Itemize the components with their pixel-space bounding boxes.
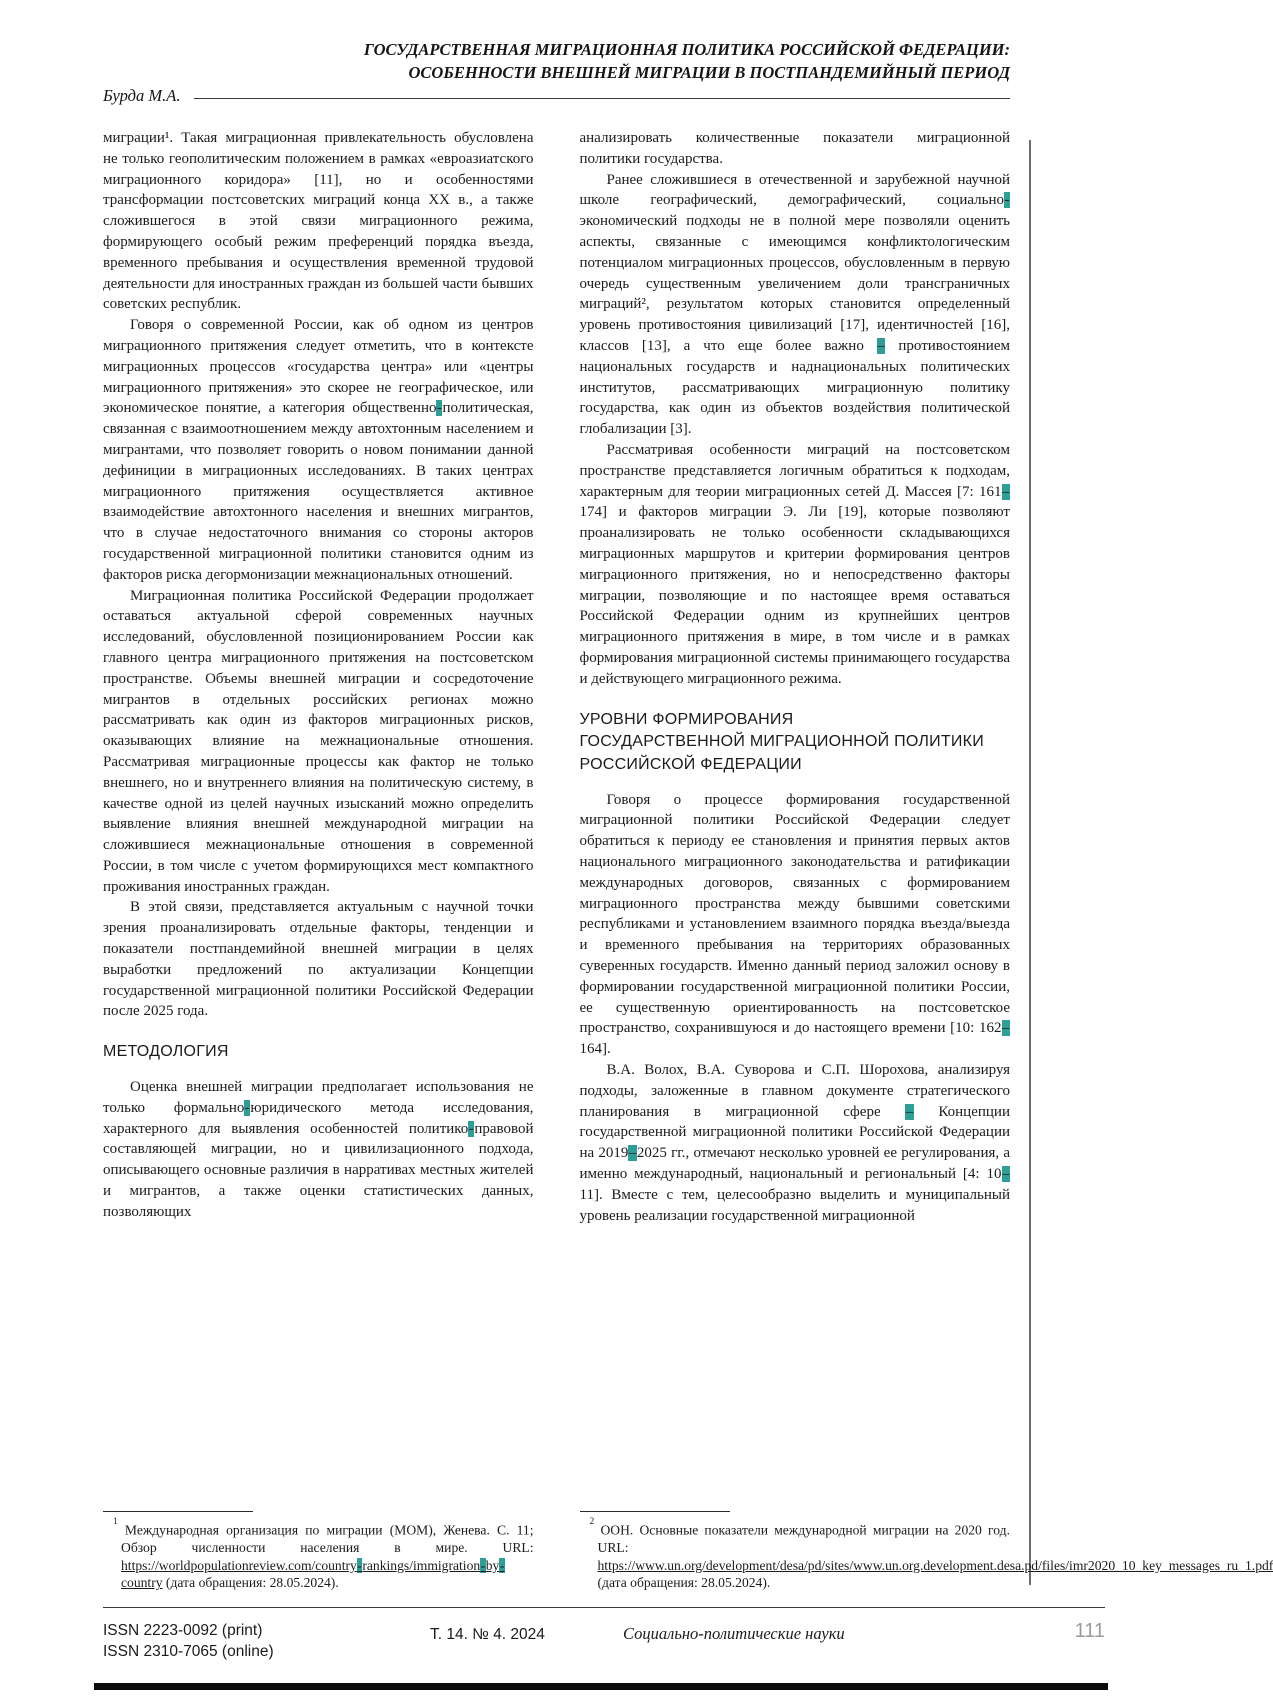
left-footnote-block [103, 1505, 534, 1592]
footnote-text: (дата обращения: 28.05.2024). [162, 1575, 339, 1591]
footnote-url[interactable]: https://worldpopulationreview.com/country-rankings/immigration-by-country [121, 1557, 505, 1591]
paragraph: Оценка внешней миграции предполагает использования не только формально-юридического метода исследования, характерного для выявления особенностей политико-правовой составляющей миграции, но и цивилизационного подхода, описывающего основные различия в нарративах местных жителей и мигрантов, а также оценки статистических данных, позволяющих [103, 1078, 534, 1220]
section-heading-levels [580, 709, 1011, 777]
hyphen-highlight: – [905, 1103, 914, 1120]
hyphen-highlight: - [1004, 192, 1010, 209]
issn-print: ISSN 2223-0092 (print) [103, 1622, 263, 1639]
hyphen-highlight: – [628, 1145, 637, 1162]
footnote [580, 1517, 1273, 1592]
scan-edge-bar [94, 1683, 1108, 1690]
running-title-line1: ГОСУДАРСТВЕННАЯ МИГРАЦИОННАЯ ПОЛИТИКА РОССИЙСКОЙ ФЕДЕРАЦИИ: [363, 40, 1010, 59]
volume-issue: Т. 14. № 4. 2024 [430, 1626, 545, 1643]
paragraph: Говоря о современной России, как об одном из центров миграционного притяжения следует отметить, что в контексте миграционных процессов «государства центра» или «центры миграционного притяжения» это скорее не географическое, или экономическое понятие, а категория общественно-политическая, связанная с взаимоотношением между автохтонным населением и мигрантами, что позволяет говорить о новом понимании данной дефиниции в миграционных исследованиях. В таких центрах миграционного притяжения осуществляется активное взаимодействие автохтонного населения и внешних мигрантов, что в случае недостаточного внимания со стороны акторов государственной миграционной политики становится одним из факторов риска дегормонизации межнациональных отношений. [103, 317, 534, 583]
footnote-number: 1 [113, 1517, 118, 1528]
section-heading-line: РОССИЙСКОЙ ФЕДЕРАЦИИ [579, 755, 802, 773]
hyphen-highlight: – [1002, 1020, 1010, 1037]
paragraph: В.А. Волох, В.А. Суворова и С.П. Шорохова, анализируя подходы, заложенные в главном документе стратегического планирования в миграционной сфере – Концепции государственной миграционной политики Российской Федерации на 2019–2025 гг., отмечают несколько уровней ее регулирования, а именно международный, национальный и региональный [4: 10–11]. Вместе с тем, целесообразно выделить и муниципальный уровень реализации государственной миграционной [579, 1062, 1010, 1224]
footnote [103, 1519, 534, 1592]
section-heading-methodology: МЕТОДОЛОГИЯ [103, 1043, 229, 1061]
hyphen-highlight: - [468, 1120, 474, 1137]
paragraph: Ранее сложившиеся в отечественной и зарубежной научной школе географический, демографический, социально-экономический подходы не в полной мере позволяли оценить аспекты, связанные с имеющимся конфликтологическим потенциалом миграционных процессов, обусловленным в первую очередь существенным увеличением доли трансграничных миграций², результатом которых становится определенный уровень противостояния цивилизаций [17], идентичностей [16], классов [13], а что еще более важно – противостоянием национальных государств и наднациональных политических институтов, рассматривающих миграционную политику государства, как один из объектов воздействия политической глобализации [3]. [579, 171, 1010, 438]
right-footnote-block [580, 1505, 1273, 1592]
footnote-number: 2 [589, 1517, 595, 1528]
header-rule [194, 98, 1010, 99]
hyphen-highlight: - [499, 1557, 505, 1573]
section-heading-line: ГОСУДАРСТВЕННОЙ МИГРАЦИОННОЙ ПОЛИТИКИ [579, 733, 984, 751]
page-footer [103, 1618, 1105, 1668]
author-name: Бурда М.А. [103, 86, 181, 105]
hyphen-highlight: - [436, 400, 442, 417]
page-number: 111 [1074, 1620, 1105, 1642]
running-title-line2: ОСОБЕННОСТИ ВНЕШНЕЙ МИГРАЦИИ В ПОСТПАНДЕМИЙНЫЙ ПЕРИОД [408, 63, 1010, 83]
hyphen-highlight: - [480, 1557, 486, 1573]
right-column-body [580, 128, 1011, 1505]
footnote-text: Международная организация по миграции (МОМ), Женева. С. 11; Обзор численности населения в мире. URL: [121, 1522, 534, 1556]
running-title [103, 38, 1010, 85]
right-column [579, 128, 1273, 1592]
hyphen-highlight: – [877, 337, 885, 354]
hyphen-highlight: – [1002, 483, 1010, 500]
footnote-text: ООН. Основные показатели международной миграции на 2020 год. URL: [597, 1522, 1010, 1556]
paragraph: В этой связи, представляется актуальным с научной точки зрения проанализировать отдельные факторы, тенденции и показатели постпандемийной внешней миграции в целях выработки предложений по актуализации Концепции государственной миграционной политики Российской Федерации после 2025 года. [103, 899, 534, 1020]
issn-block [103, 1620, 274, 1663]
footnote-rule [103, 1511, 253, 1512]
journal-title: Социально-политические науки [623, 1624, 845, 1643]
text-columns [103, 128, 1273, 1592]
margin-change-bar [1029, 140, 1031, 1585]
footnote-rule [580, 1511, 730, 1512]
left-column-body [103, 128, 534, 1505]
hyphen-highlight: - [244, 1099, 250, 1116]
author-row [103, 86, 1010, 106]
paragraph: миграции¹. Такая миграционная привлекательность обусловлена не только геополитическим положением в рамках «евроазиатского миграционного коридора» [11], но и особенностями трансформации постсоветских миграций конца XX в., а также сложившегося в этой связи миграционного режима, формирующего особый режим преференций порядка въезда, временного пребывания и осуществления временной трудовой деятельности для иностранных граждан из большей части бывших советских республик. [103, 130, 534, 313]
paragraph: Говоря о процессе формирования государственной миграционной политики Российской Федерации следует обратиться к периоду ее становления и принятия первых актов национального миграционного законодательства и ратификации международных договоров, связанных с формированием миграционного пространства между бывшими советскими республиками и установлением взаимного порядка въезда/выезда и временного пребывания на территориях образованных суверенных государств. Именно данный период заложил основу в формировании государственной миграционной политики России, ее существенную ориентированность на постсоветское пространство, сохранившуюся и до настоящего времени [10: 162–164]. [579, 791, 1010, 1058]
hyphen-highlight: - [357, 1557, 362, 1573]
footnote-url[interactable]: https://www.un.org/development/desa/pd/sites/www.un.org.development.desa.pd/files/imr2020_10_key_messages_ru_1.pdf [597, 1557, 1273, 1573]
section-heading-line: УРОВНИ ФОРМИРОВАНИЯ [579, 710, 794, 728]
paragraph: Миграционная политика Российской Федерации продолжает оставаться актуальной сферой современных научных исследований, обусловленной позиционированием России как главного центра миграционного притяжения на постсоветском пространстве. Объемы внешней миграции и сосредоточение мигрантов в отдельных российских регионах можно рассматривать как один из факторов миграционных рисков, оказывающих влияние на межнациональные отношения. Рассматривая миграционные процессы как фактор не только внешнего, но и внутреннего влияния на политическую систему, в качестве одной из целей научных изысканий можно определить выявление влияния внешней международной миграции на сложившиеся межнациональные отношения в современной России, в том числе с учетом формирующихся мест компактного проживания иностранных граждан. [103, 587, 534, 895]
footer-rule [103, 1607, 1105, 1608]
footnote-text: (дата обращения: 28.05.2024). [597, 1575, 771, 1591]
hyphen-highlight: – [1002, 1166, 1010, 1183]
issn-online: ISSN 2310-7065 (online) [103, 1643, 274, 1661]
paragraph: Рассматривая особенности миграций на постсоветском пространстве представляется логичным обратиться к подходам, характерным для теории миграционных сетей Д. Массея [7: 161–174] и факторов миграции Э. Ли [19], которые позволяют проанализировать не только особенности складывающихся миграционных маршрутов и критерии формирования центров миграционного притяжения, но и непосредственно факторы миграции, позволяющие и по настоящее время оставаться Российской Федерации одним из крупнейших центров миграционного притяжения в мире, в том числе и в рамках формирования миграционной системы принимающего государства и действующего миграционного режима. [579, 441, 1010, 687]
left-column [103, 128, 534, 1592]
paragraph: анализировать количественные показатели миграционной политики государства. [579, 130, 1010, 167]
